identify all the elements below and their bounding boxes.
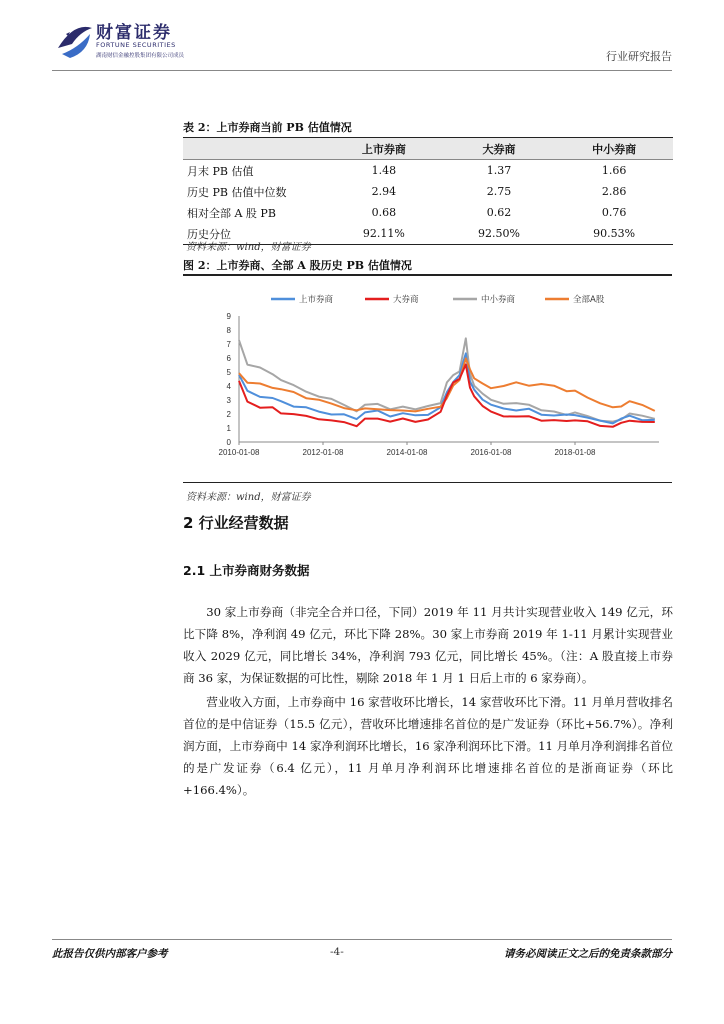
table-header-cell: 中小券商 <box>555 138 673 160</box>
table-cell: 92.11% <box>325 223 443 245</box>
paragraph: 营业收入方面，上市券商中 16 家营收环比增长，14 家营收环比下滑。11 月单月营收排名首位的是中信证券（15.5 亿元），营收环比增速排名首位的是广发证券（环比+56.7%）。净利润方面，上市券商中 14 家净利润环比增长，16 家净利润环比下滑。11 月单月净利润排名首位的是广发证券（6.4 亿元），11 月单月净利润环比增速排名首位的是浙商证券（环比+166.4%）。 <box>183 695 673 797</box>
table-cell: 1.48 <box>371 164 397 177</box>
table-cell: 1.66 <box>601 164 627 177</box>
table-cell: 90.53% <box>555 223 673 245</box>
table-cell: 1.37 <box>486 164 512 177</box>
y-tick-label: 1 <box>226 424 231 433</box>
table-row <box>183 160 673 182</box>
x-tick-label: 2014-01-08 <box>386 448 428 457</box>
figure-caption: 图 2：上市券商、全部 A 股历史 PB 估值情况 <box>183 259 412 272</box>
table-cell: 2.86 <box>601 185 627 198</box>
subsection-heading: 2.1 上市券商财务数据 <box>183 563 310 578</box>
table-cell: 0.68 <box>371 206 397 219</box>
report-type: 行业研究报告 <box>606 50 672 63</box>
legend-label: 中小券商 <box>481 295 516 305</box>
chart-container <box>183 276 672 483</box>
table-header-row <box>183 138 673 160</box>
header-divider <box>52 70 672 71</box>
pb-valuation-table <box>183 137 673 245</box>
table-caption: 表 2：上市券商当前 PB 估值情况 <box>183 121 352 134</box>
footer-terms: 请务必阅读正文之后的免责条款部分 <box>504 948 672 960</box>
company-name-cn: 财富证券 <box>96 23 172 43</box>
x-tick-label: 2016-01-08 <box>470 448 512 457</box>
paragraph: 30 家上市券商（非完全合并口径，下同）2019 年 11 月共计实现营业收入 149 亿元，环比下降 8%，净利润 49 亿元，环比下降 28%。30 家上市券商 2019 年 1-11 月累计实现营业收入 2029 亿元，同比增长 34%，净利润 793 亿元，同比增长 45%。（注：A 股直接上市券商 36 家，为保证数据的可比性，剔除 2018 年 1 月 1 日后上市的 6 家券商）。 <box>183 605 673 685</box>
legend-label: 大券商 <box>393 295 419 305</box>
table-cell: 2.75 <box>486 185 512 198</box>
pb-history-chart <box>183 276 672 482</box>
y-tick-label: 3 <box>226 396 231 405</box>
y-tick-label: 9 <box>226 312 231 321</box>
series-line-2 <box>239 338 655 421</box>
y-tick-label: 6 <box>226 354 231 363</box>
table-cell: 历史 PB 估值中位数 <box>187 185 287 199</box>
figure-source: 资料来源：wind，财富证券 <box>186 492 311 503</box>
y-tick-label: 5 <box>226 368 231 377</box>
y-tick-label: 4 <box>226 382 231 391</box>
page-number: -4- <box>330 946 344 958</box>
logo-emblem-icon <box>52 18 96 62</box>
table-cell: 2.94 <box>371 185 397 198</box>
company-tagline: 湖南财信金融控股集团有限公司成员 <box>96 53 185 59</box>
table-cell: 0.62 <box>486 206 512 219</box>
legend-label: 上市券商 <box>299 295 334 305</box>
section-heading: 2 行业经营数据 <box>183 514 289 532</box>
x-tick-label: 2010-01-08 <box>218 448 260 457</box>
y-tick-label: 8 <box>226 326 231 335</box>
table-cell: 0.76 <box>601 206 627 219</box>
table-cell: 历史分位 <box>183 223 325 245</box>
x-tick-label: 2012-01-08 <box>302 448 344 457</box>
table-cell: 月末 PB 估值 <box>187 164 254 178</box>
y-tick-label: 7 <box>226 340 231 349</box>
company-name-en: FORTUNE SECURITIES <box>96 41 176 49</box>
table-row <box>183 202 673 223</box>
table-source: 资料来源：wind，财富证券 <box>186 242 311 253</box>
x-tick-label: 2018-01-08 <box>554 448 596 457</box>
table-cell: 92.50% <box>443 223 556 245</box>
y-tick-label: 2 <box>226 410 231 419</box>
footer-disclaimer: 此报告仅供内部客户参考 <box>52 948 168 960</box>
legend-label: 全部A股 <box>573 295 605 305</box>
table-cell: 相对全部 A 股 PB <box>187 206 276 220</box>
y-tick-label: 0 <box>226 438 231 447</box>
table-header-cell: 上市券商 <box>325 138 443 160</box>
table-header-cell <box>183 138 325 160</box>
footer-divider <box>52 939 672 940</box>
table-header-cell: 大券商 <box>443 138 556 160</box>
table-row <box>183 181 673 202</box>
